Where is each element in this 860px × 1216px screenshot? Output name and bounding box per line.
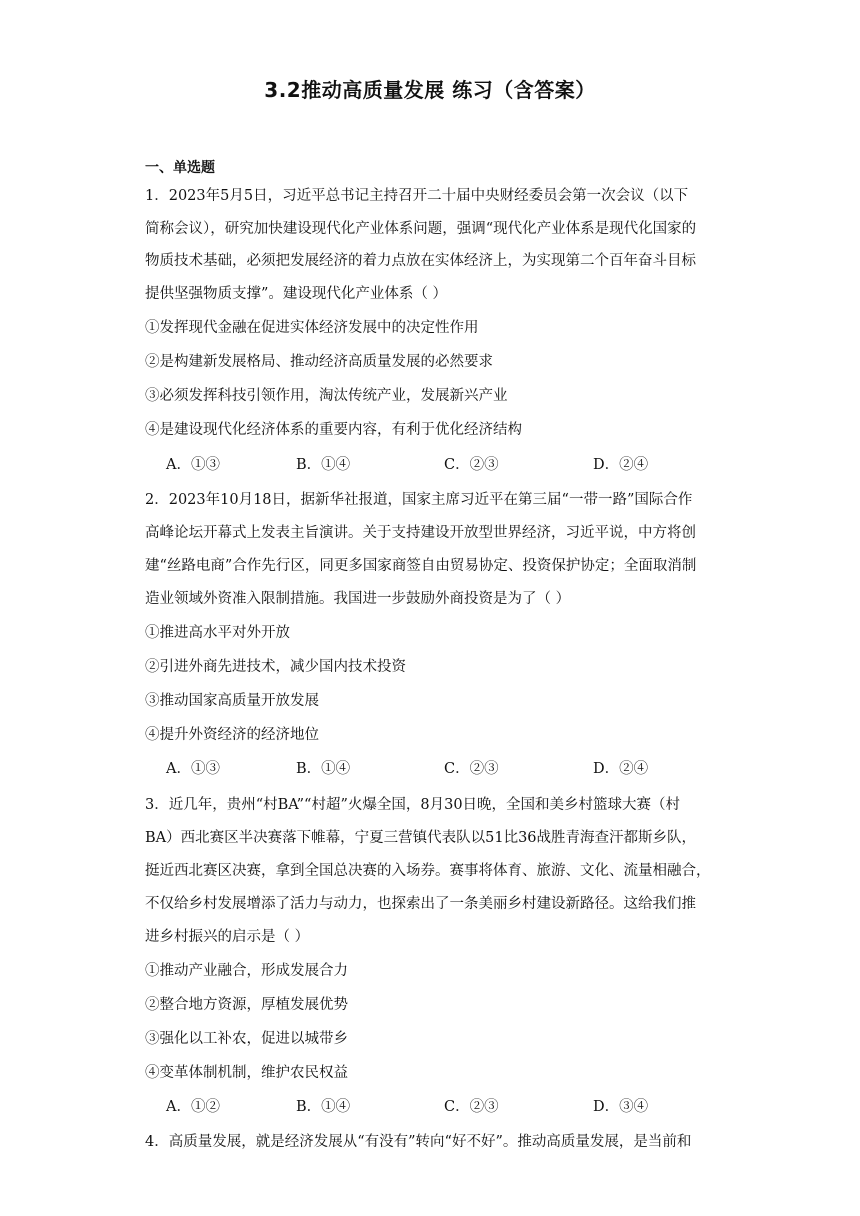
question-3-line-3: 挺近西北赛区决赛，拿到全国总决赛的入场券。赛事将体育、旅游、文化、流量相融合， xyxy=(145,863,711,879)
question-2-line-4: 造业领域外资准入限制措施。我国进一步鼓励外商投资是为了（ ） xyxy=(145,591,571,607)
question-1-item-1: ①发挥现代金融在促进实体经济发展中的决定性作用 xyxy=(145,320,479,336)
question-3-line-2: BA）西北赛区半决赛落下帷幕，宁夏三营镇代表队以51比36战胜青海查汗都斯乡队， xyxy=(145,830,697,846)
question-1-line-4: 提供坚强物质支撑”。建设现代化产业体系（ ） xyxy=(145,286,448,302)
question-3-item-2: ②整合地方资源，厚植发展优势 xyxy=(145,997,348,1013)
question-1-item-4: ④是建设现代化经济体系的重要内容，有利于优化经济结构 xyxy=(145,422,522,438)
question-2-item-4: ④提升外资经济的经济地位 xyxy=(145,727,319,743)
question-1-option-c: C．②③ xyxy=(444,457,499,473)
question-2-option-a: A．①③ xyxy=(166,761,220,777)
question-1-option-b: B．①④ xyxy=(296,457,351,473)
question-3-option-b: B．①④ xyxy=(296,1099,351,1115)
question-3-item-3: ③强化以工补农，促进以城带乡 xyxy=(145,1031,348,1047)
question-3-line-5: 进乡村振兴的启示是（ ） xyxy=(145,929,310,945)
question-1-line-3: 物质技术基础，必须把发展经济的着力点放在实体经济上，为实现第二个百年奋斗目标 xyxy=(145,253,696,269)
question-2-item-3: ③推动国家高质量开放发展 xyxy=(145,693,319,709)
question-1-item-2: ②是构建新发展格局、推动经济高质量发展的必然要求 xyxy=(145,354,493,370)
question-2-line-2: 高峰论坛开幕式上发表主旨演讲。关于支持建设开放型世界经济，习近平说，中方将创 xyxy=(145,525,696,541)
question-2-line-3: 建“丝路电商”合作先行区，同更多国家商签自由贸易协定、投资保护协定；全面取消制 xyxy=(145,558,697,574)
question-2-option-b: B．①④ xyxy=(296,761,351,777)
question-3-line-1: 3．近几年，贵州“村BA”“村超”火爆全国，8月30日晚，全国和美乡村篮球大赛（村 xyxy=(145,797,681,813)
section-heading: 一、单选题 xyxy=(145,160,215,176)
question-1-line-2: 简称会议），研究加快建设现代化产业体系问题，强调“现代化产业体系是现代化国家的 xyxy=(145,221,697,237)
question-2-item-1: ①推进高水平对外开放 xyxy=(145,625,290,641)
question-2-option-c: C．②③ xyxy=(444,761,499,777)
question-3-option-d: D．③④ xyxy=(593,1099,649,1115)
question-2-line-1: 2．2023年10月18日，据新华社报道，国家主席习近平在第三届“一带一路”国际合作 xyxy=(145,492,693,508)
question-3-line-4: 不仅给乡村发展增添了活力与动力，也探索出了一条美丽乡村建设新路径。这给我们推 xyxy=(145,896,696,912)
question-2-option-d: D．②④ xyxy=(593,761,649,777)
question-3-item-1: ①推动产业融合，形成发展合力 xyxy=(145,963,348,979)
question-2-item-2: ②引进外商先进技术，减少国内技术投资 xyxy=(145,659,406,675)
question-3-option-c: C．②③ xyxy=(444,1099,499,1115)
question-1-item-3: ③必须发挥科技引领作用，淘汰传统产业，发展新兴产业 xyxy=(145,388,508,404)
question-1-option-d: D．②④ xyxy=(593,457,649,473)
question-3-option-a: A．①② xyxy=(166,1099,220,1115)
page-title: 3.2推动高质量发展 练习（含答案） xyxy=(264,78,596,102)
question-3-item-4: ④变革体制机制，维护农民权益 xyxy=(145,1065,348,1081)
question-1-option-a: A．①③ xyxy=(166,457,220,473)
question-4-line-1: 4．高质量发展，就是经济发展从“有没有”转向“好不好”。推动高质量发展，是当前和 xyxy=(145,1134,692,1150)
question-1-line-1: 1．2023年5月5日，习近平总书记主持召开二十届中央财经委员会第一次会议（以下 xyxy=(145,188,689,204)
